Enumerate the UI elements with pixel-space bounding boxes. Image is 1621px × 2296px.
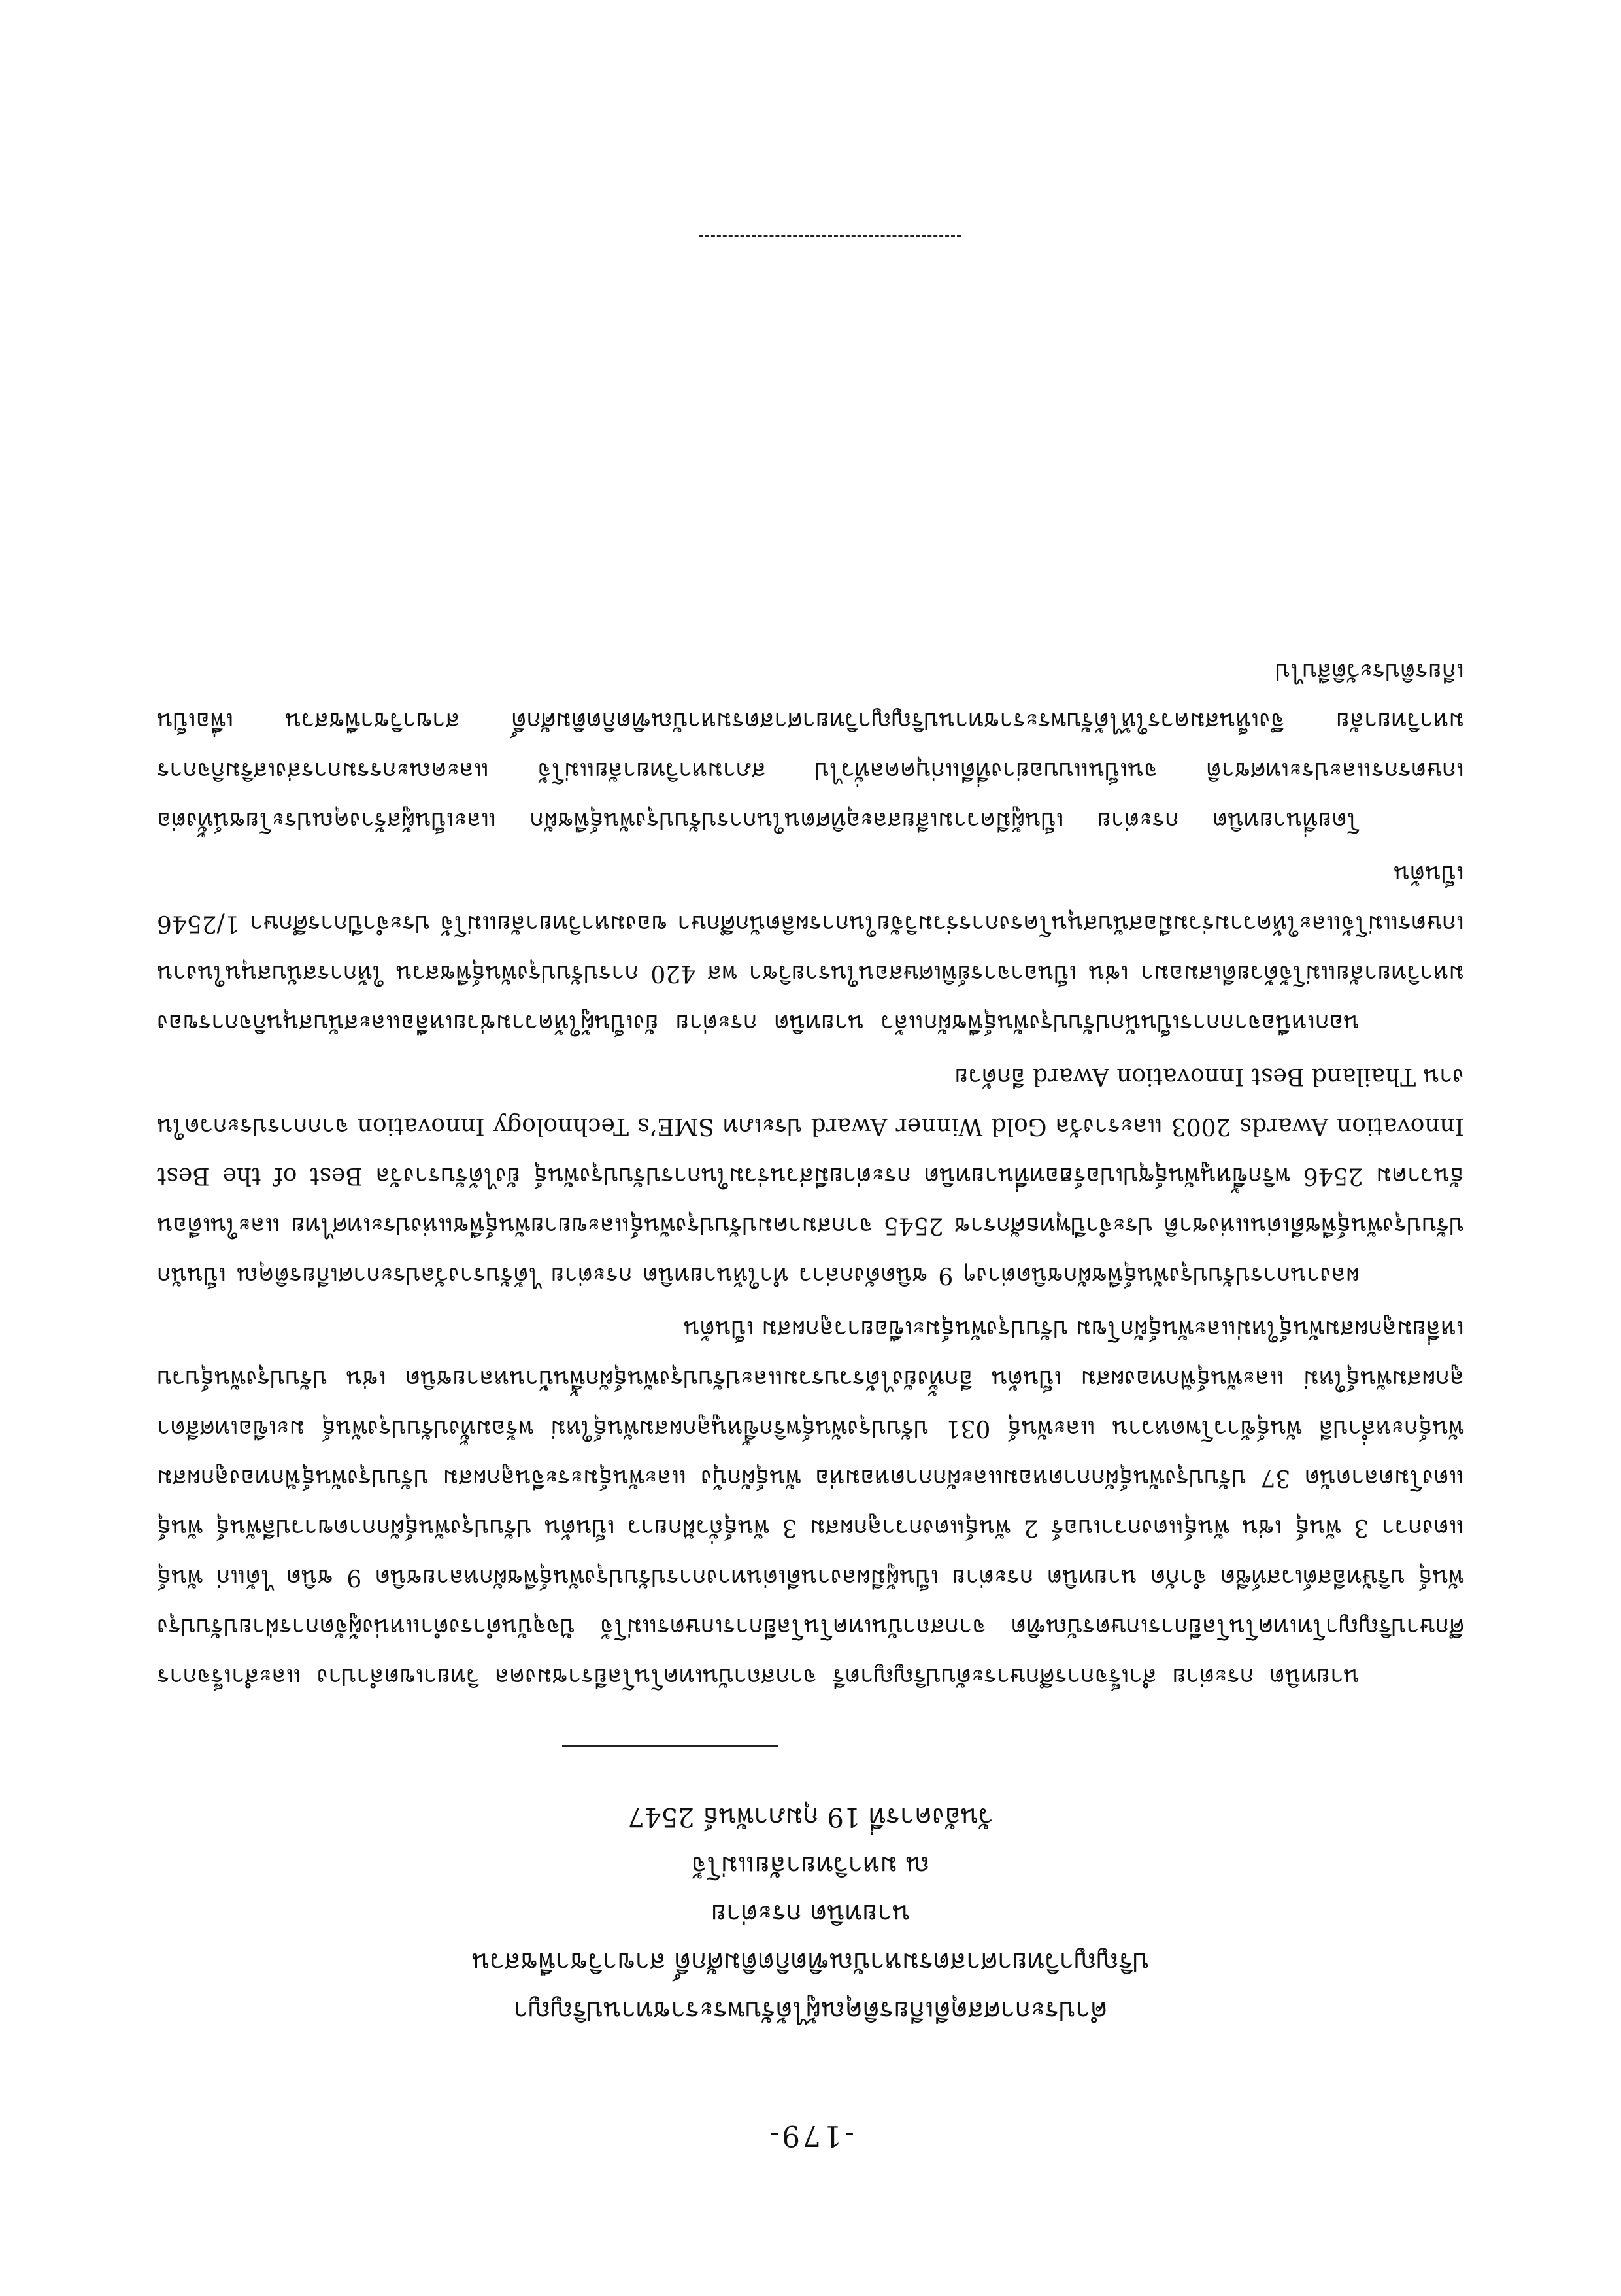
heading-title: คำประกาศสดุดีเกียรติคุณผู้ได้รับพระราชทานปริญญา — [513, 1995, 1108, 2025]
paragraph-conclusion: โดยที่นายทนิต กระต่าย เป็นผู้มีความเสียสละอุทิศตนในการปรับปรุงพันธุ์พืชผัก และเป็นผู้สร้างคุณประโยชน์ทั้งต่อเกษตรกรและประเทศชาติ จนเป็นแบบอย่างที่ดีแก่บุคคลทั่วไป สภามหาวิทยาลัยแม่โจ้ และคณะกรรมการส่งเสริมกิจการมหาวิทยาลัย จึงเห็นสมควรให้ได้รับพระราชทานปริญญาวิทยาศาสตรมหาบัณฑิตกิตติมศักดิ์ สาขาวิชาพืชสวน เพื่อเป็นเกียรติประวัติสืบไป — [157, 658, 1464, 834]
heading-degree: ปริญญาวิทยาศาสตรมหาบัณฑิตกิตติมศักดิ์ สาขาวิชาพืชสวน — [471, 1947, 1150, 1977]
heading-recipient-name: นายทนิต กระต่าย — [710, 1899, 911, 1929]
heading-institution: ณ มหาวิทยาลัยแม่โจ้ — [691, 1850, 930, 1880]
paragraph-university-support: นอกเหนือจากการเป็นนักปรับปรุงพันธุ์พืชผักแล้ว นายทนิต กระต่าย ยังเป็นผู้ให้ความช่วยเหลือและสนับสนุนกิจการของมหาวิทยาลัยแม่โจ้ด้วยดีเสมอมา เช่น เป็นอาจารย์พิเศษสอนในรายวิชา พส 420 การปรับปรุงพันธุ์พืชสวน ให้การสนับสนุนในงานเกษตรแม่โจ้และให้ความร่วมมือสนับสนุนโครงการร่วมวิจัยในการผลิตนักศึกษา ของมหาวิทยาลัยแม่โจ้ ประจำปีการศึกษา 1/2546 เป็นต้น — [157, 860, 1464, 1036]
citation-heading — [0, 1793, 1621, 2034]
page-number: -179- — [767, 2119, 854, 2152]
paragraph-awards: ผลงานการปรับปรุงพันธุ์พืชผักชนิดต่างๆ 9 ชนิดดังกล่าว ทำให้นายทนิต กระต่าย ได้รับรางวัลประกาศเกียรติคุณ เป็นนักปรับปรุงพันธุ์พืชดีเด่นแห่งชาติ ประจำปีพุทธศักราช 2545 จากสมาคมปรับปรุงพันธุ์และขยายพันธุ์พืชแห่งประเทศไทย และในเดือนธันวาคม 2546 พริกขี้หนูพันธุ์ซุปเปอร์ฮอทที่นายทนิต กระต่ายมีส่วนร่วมในการปรับปรุงพันธุ์ ยังได้รับรางวัล Best of the Best Innovation Awards 2003 และรางวัล Gold Winner Award ประเภท SME’s Technology Innovation จากการประกวดในงาน Thailand Best Innovation Award อีกด้วย — [157, 1063, 1464, 1289]
end-divider — [699, 235, 961, 237]
citation-body — [157, 642, 1464, 1701]
heading-date: วันอังคารที่ 19 กุมภาพันธ์ 2547 — [627, 1802, 994, 1832]
paragraph-education-achievements: นายทนิต กระต่าย สำเร็จการศึกษาระดับปริญญาตรี จากสถาบันเทคโนโลยีราชมงคล วิทยาเขตลำปาง และสำเร็จการศึกษาปริญญาโทเทคโนโลยีการเกษตรบัณฑิต จากสถาบันเทคโนโลยีการเกษตรแม่โจ้ ปัจจุบันดำรงตำแหน่งผู้จัดการฝ่ายปรับปรุงพันธุ์ บริษัทอีสต์เวสท์ซีด จำกัด นายทนิต กระต่าย เป็นผู้มีผลงานดีเด่นทางการปรับปรุงพันธุ์พืชผักหลายชนิด 9 ชนิด ได้แก่ พันธุ์แตงกวา 3 พันธุ์ เช่น พันธุ์แตงกวาเบอร์ 2 พันธุ์แตงกวาลูกผสม 3 พันธุ์ถั่วฝักยาว เป็นต้น ปรับปรุงพันธุ์ผักกาดขาวปลีพันธุ์ พันธุ์แตงโมตลาดนัด 37 ปรับปรุงพันธุ์ผักกาดหอมและผักกาดหอมห่อ พันธุ์ผักบุ้ง และพันธุ์มะระจีนลูกผสม ปรับปรุงพันธุ์ฟักทองลูกผสม พันธุ์กะหล่ำปลี พันธุ์ข้าวโพดหวาน และพันธุ์ 031 ปรับปรุงพันธุ์พริกขี้หนูลูกผสมพันธุ์ใหม่ พร้อมทั้งปรับปรุงพันธุ์ มะเขือเทศสีดาลูกผสมพันธุ์ใหม่ และพันธุ์ฟักทองผสม เป็นต้น อีกทั้งยังได้รวบรวมและปรับปรุงพันธุ์ผักพื้นบ้านหลายชนิด เช่น ปรับปรุงพันธุ์บวบเหลี่ยมลูกผสมพันธุ์ใหม่และพันธุ์ผักโขม ปรับปรุงพันธุ์มะเขือยาวลูกผสม เป็นต้น — [157, 1315, 1464, 1690]
heading-divider — [562, 1745, 778, 1747]
